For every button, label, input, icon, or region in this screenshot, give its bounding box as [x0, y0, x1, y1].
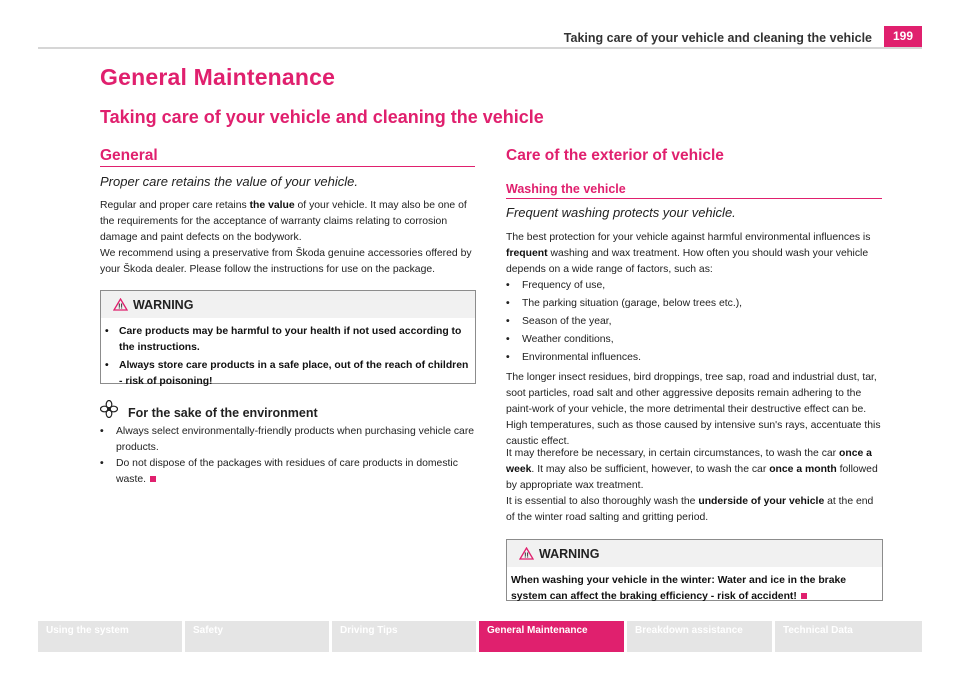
washing-heading: Washing the vehicle: [506, 182, 626, 196]
environment-item: • Always select environmentally-friendly products when purchasing vehicle care products.: [100, 426, 475, 453]
svg-text:!!: !!: [524, 552, 529, 560]
general-heading: General: [100, 147, 158, 164]
warning-triangle-icon: [113, 298, 128, 311]
environment-item: • Do not dispose of the packages with residues of care products in domestic waste.: [100, 458, 458, 485]
page-number: 199: [884, 26, 922, 47]
warning-label: WARNING: [539, 547, 600, 561]
warning-triangle-icon: [519, 547, 534, 560]
section-title: Taking care of your vehicle and cleaning the vehicle: [100, 107, 544, 127]
tab-safety[interactable]: Safety: [185, 621, 329, 652]
section-end-marker: [801, 593, 807, 599]
running-title: Taking care of your vehicle and cleaning the vehicle: [563, 31, 872, 45]
exterior-care-heading: Care of the exterior of vehicle: [506, 147, 724, 164]
general-paragraph-1: Regular and proper care retains the value of your vehicle. It may also be one of the requirements for the acceptance of warranty claims relating to corrosion damage and paint defects on the bodywork.: [100, 200, 467, 243]
washing-paragraph-4: It is essential to also thoroughly wash the underside of your vehicle at the end of the winter road salting and gritting period.: [506, 496, 874, 523]
warning-item: • Always store care products in a safe place, out of the reach of children - risk of poisoning!: [105, 360, 469, 387]
factor-item: • Environmental influences.: [506, 352, 641, 363]
warning-header: [507, 540, 882, 567]
warning-item: • Care products may be harmful to your health if not used according to the instructions.: [105, 326, 462, 353]
warning-box-left: [100, 290, 476, 387]
tab-technical-data[interactable]: Technical Data: [775, 621, 922, 652]
warning-header: [101, 291, 475, 318]
section-end-marker: [150, 476, 156, 482]
washing-heading-rule: [506, 198, 882, 199]
environment-flower-icon: [100, 400, 118, 418]
tab-driving-tips[interactable]: Driving Tips: [332, 621, 476, 652]
factor-item: • Frequency of use,: [506, 280, 606, 291]
svg-text:!!: !!: [118, 303, 123, 311]
tab-general-maintenance[interactable]: General Maintenance: [479, 621, 624, 652]
general-paragraph-2: We recommend using a preservative from Škoda genuine accessories offered by your Škoda dealer. Please follow the instructions for use on the package.: [100, 248, 472, 275]
washing-paragraph-1: The best protection for your vehicle against harmful environmental influences is frequent washing and wax treatment. How often you should wash your vehicle depends on a wide range of factors, such as:: [506, 232, 871, 275]
washing-paragraph-2: The longer insect residues, bird droppings, tree sap, road and industrial dust, tar, soot particles, road salt and other aggressive deposits remain adhering to the paint-work of your vehicle, the more detrimental their destructive effect can be. High temperatures, such as those caused by intensive sun's rays, accentuate this caustic effect.: [506, 372, 881, 447]
factor-item: • Weather conditions,: [506, 334, 614, 345]
warning-text: When washing your vehicle in the winter: Water and ice in the brake system can affect the braking efficiency - risk of accident!: [511, 575, 847, 602]
general-intro: Proper care retains the value of your vehicle.: [100, 174, 358, 189]
header-divider: [38, 47, 922, 49]
tab-using-the-system[interactable]: Using the system: [38, 621, 182, 652]
factor-item: • The parking situation (garage, below trees etc.),: [506, 298, 743, 309]
chapter-title: General Maintenance: [100, 64, 336, 90]
tab-breakdown-assistance[interactable]: Breakdown assistance: [627, 621, 772, 652]
warning-label: WARNING: [133, 298, 194, 312]
general-heading-rule: [100, 166, 475, 167]
warning-box-right: [506, 539, 883, 601]
washing-paragraph-3: It may therefore be necessary, in certain circumstances, to wash the car once a week. It may also be sufficient, however, to wash the car once a month followed by appropriate wax treatment.: [506, 448, 878, 491]
environment-heading: For the sake of the environment: [128, 406, 318, 420]
factor-item: • Season of the year,: [506, 316, 612, 327]
washing-intro: Frequent washing protects your vehicle.: [506, 205, 736, 220]
